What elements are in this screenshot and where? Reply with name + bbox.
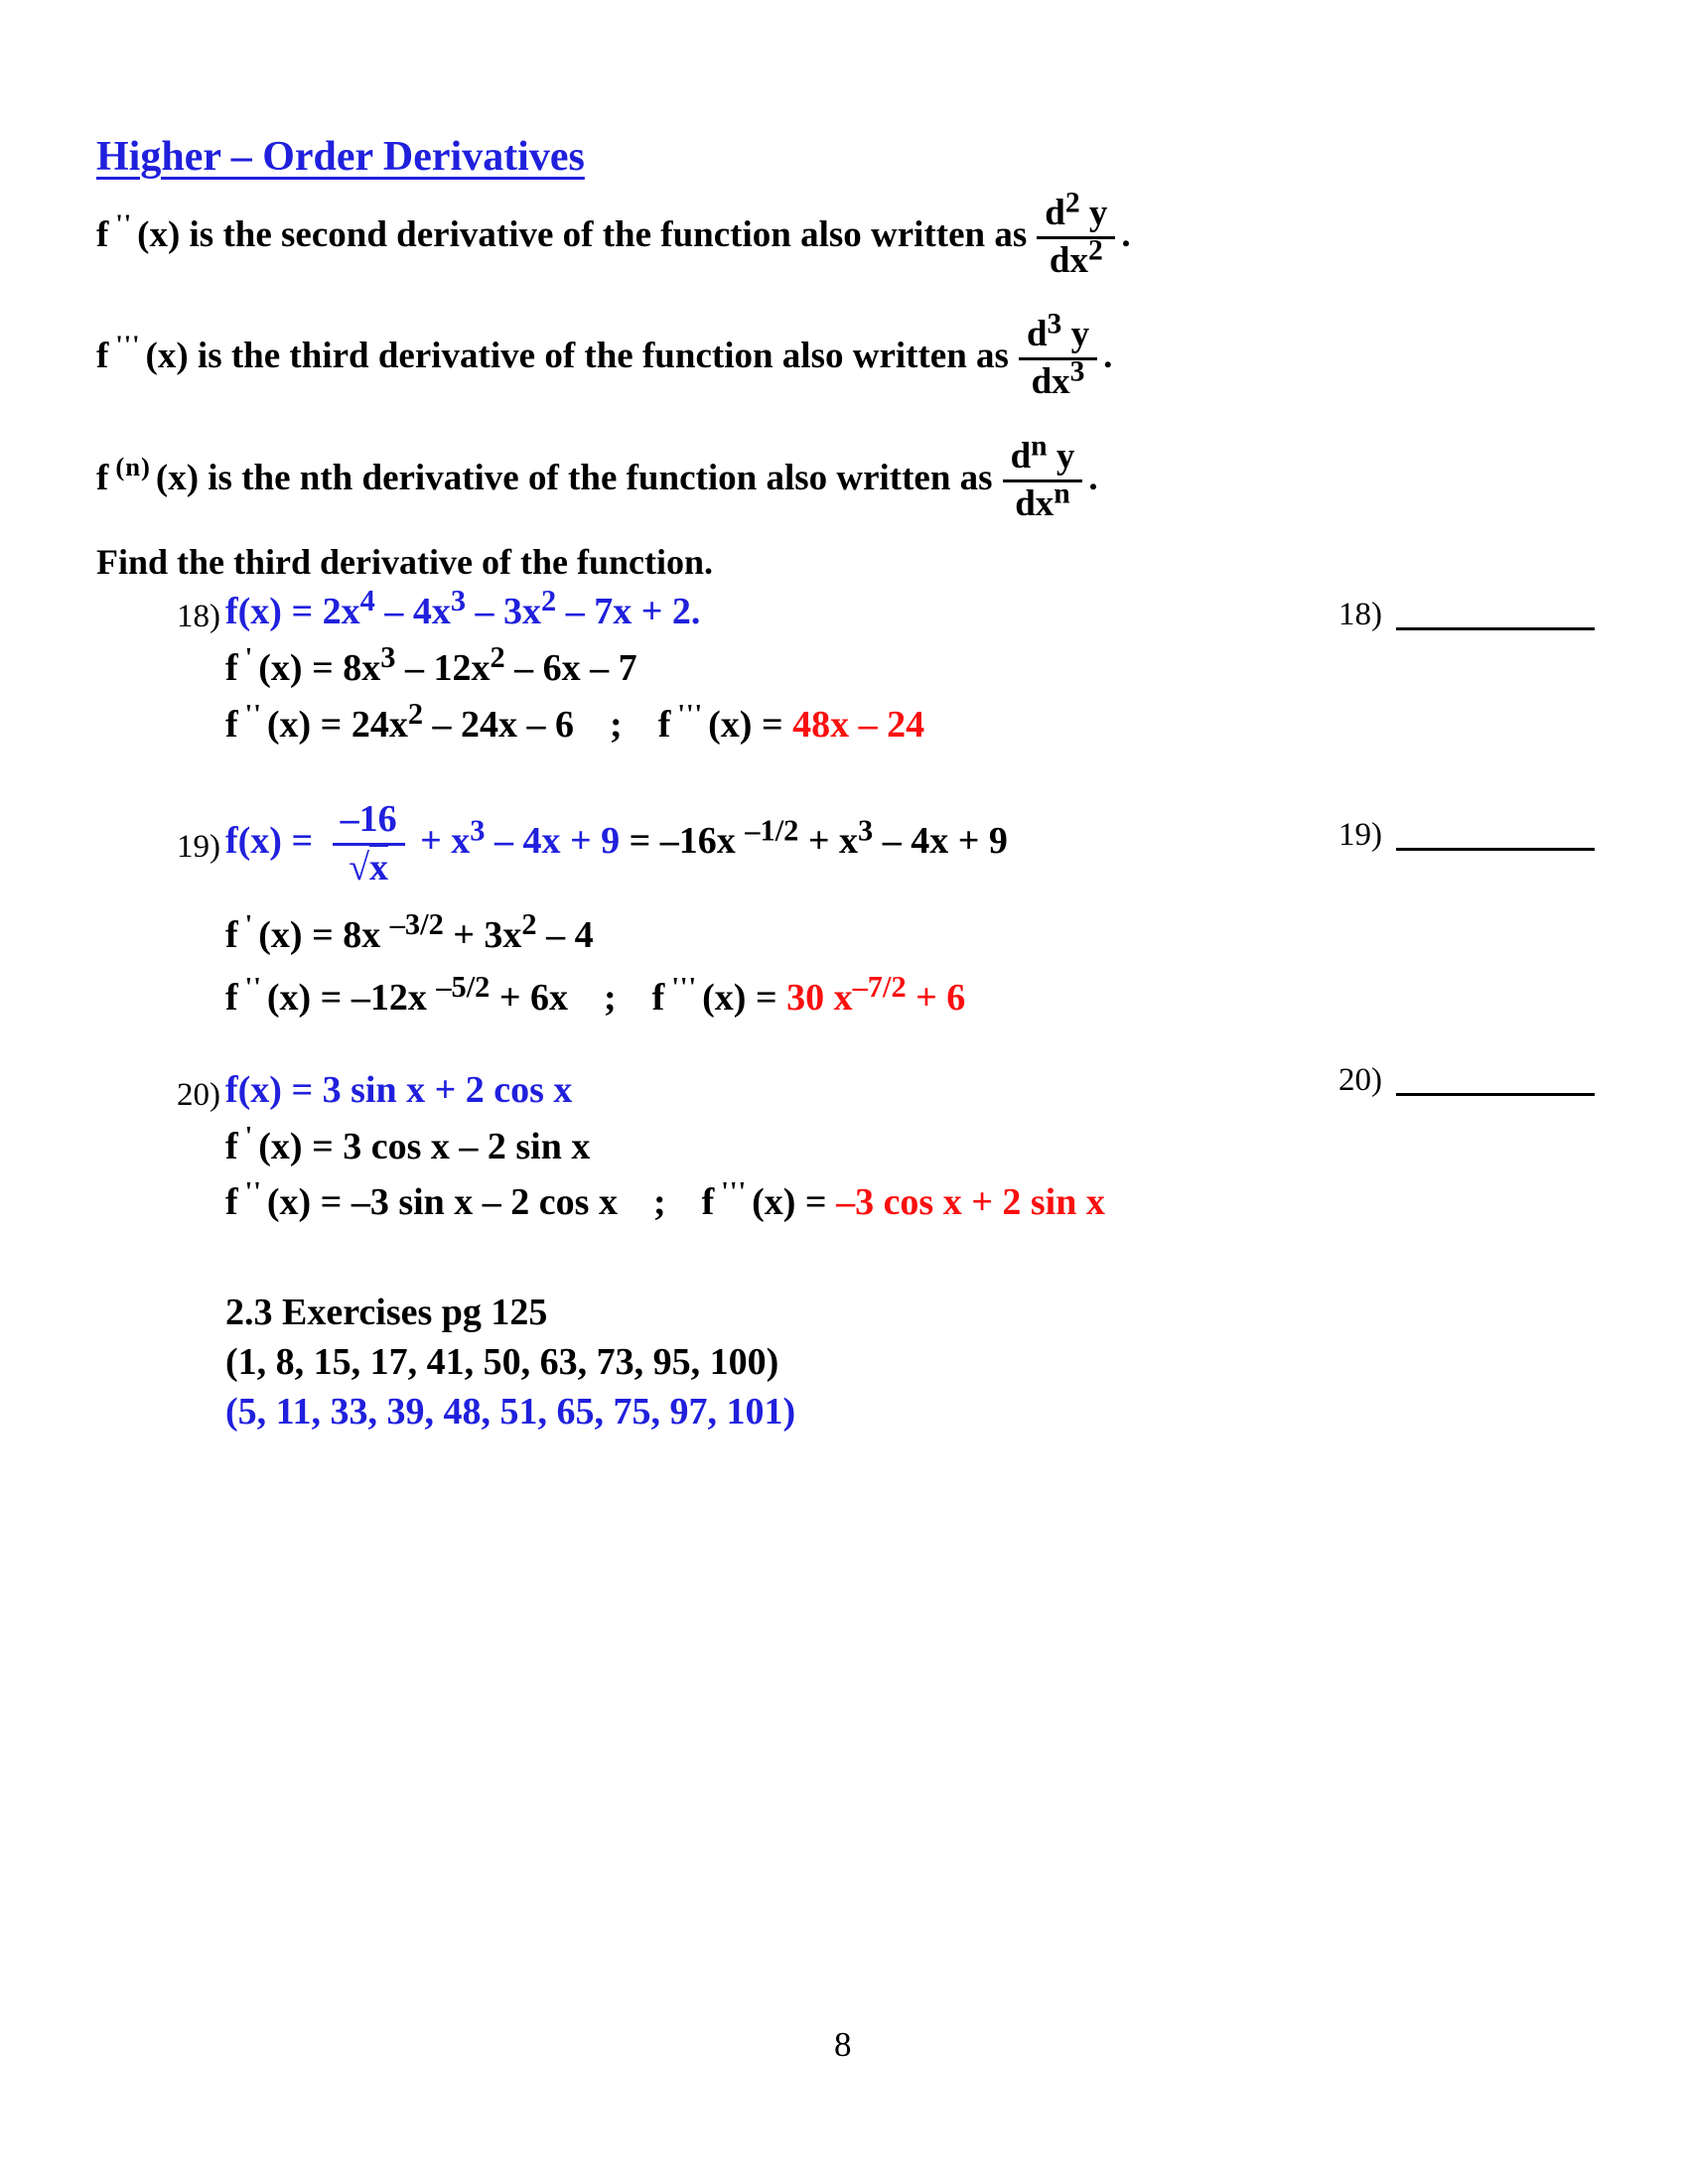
problem-19-first-derivative xyxy=(225,907,594,957)
answer-blank-20 xyxy=(1396,1089,1595,1096)
f-symbol: f xyxy=(225,1181,238,1223)
problem-19-second-third-derivative xyxy=(225,970,966,1020)
prime-marks: ''' xyxy=(671,971,698,1002)
exponent: 3 xyxy=(380,640,396,675)
eq-segment: + x xyxy=(798,820,858,863)
answer-label-20: 20) xyxy=(1338,1062,1382,1098)
denominator-exponent: n xyxy=(1054,478,1070,510)
answer-blank-18 xyxy=(1396,623,1595,630)
exponent: 3 xyxy=(470,813,486,848)
radical-icon: √ xyxy=(349,846,370,888)
period: . xyxy=(1121,213,1131,255)
problem-20-number: 20) xyxy=(177,1077,220,1113)
fraction-denominator xyxy=(349,846,388,888)
numerator-value: –16 xyxy=(340,798,397,840)
intro-text: (x) is the third derivative of the function also written as xyxy=(145,335,1009,376)
eq-segment: + 6x xyxy=(490,977,569,1019)
numerator-exponent: 2 xyxy=(1064,187,1080,219)
prime-marks: ' xyxy=(244,908,254,939)
answer-18-value: 48x – 24 xyxy=(792,704,925,746)
fraction-neg16-sqrtx xyxy=(333,800,405,888)
fraction-dny-dxn xyxy=(1003,430,1083,524)
answer-slot-19 xyxy=(1338,817,1595,854)
f-symbol: f xyxy=(96,213,109,255)
answer-19-value-tail: + 6 xyxy=(906,977,966,1019)
f-symbol: f xyxy=(225,704,238,746)
fraction-numerator xyxy=(333,800,405,846)
eq-segment: (x) = 3 cos x – 2 sin x xyxy=(258,1126,591,1167)
eq-segment: + 3x xyxy=(443,914,522,956)
answer-label-18: 18) xyxy=(1338,597,1382,632)
numerator-exponent: n xyxy=(1031,430,1048,463)
fraction-denominator xyxy=(1031,355,1085,402)
problem-20-second-third-derivative xyxy=(225,1175,1105,1224)
eq-segment: (x) = 8x xyxy=(258,647,381,689)
eq-segment: (x) = xyxy=(702,977,787,1019)
problem-19-function xyxy=(225,800,1008,888)
f-symbol: f xyxy=(225,977,238,1019)
problem-18-function xyxy=(225,584,701,633)
eq-segment: (x) = –12x xyxy=(266,977,437,1019)
exponent: 2 xyxy=(521,907,537,942)
denominator-exponent: 3 xyxy=(1069,355,1085,388)
intro-second-derivative xyxy=(96,187,1131,281)
fraction-d2y-dx2 xyxy=(1037,187,1115,281)
f-symbol: f xyxy=(96,457,109,498)
exercises-list-blue: (5, 11, 33, 39, 48, 51, 65, 75, 97, 101) xyxy=(225,1391,796,1433)
problem-20-first-derivative xyxy=(225,1120,591,1168)
eq-segment: – 4x + 9 xyxy=(873,820,1008,863)
f-symbol: f xyxy=(225,647,238,689)
denominator-base: dx xyxy=(1049,239,1088,281)
exponent: –7/2 xyxy=(852,970,907,1005)
exponent: 2 xyxy=(407,697,424,732)
numerator-tail: y xyxy=(1061,314,1090,354)
eq-segment: – 4 xyxy=(536,914,594,956)
prime-marks: ' xyxy=(244,641,254,672)
problem-19-number: 19) xyxy=(177,829,220,865)
f-symbol: f xyxy=(657,704,671,746)
problem-18-first-derivative xyxy=(225,640,637,690)
eq-segment: – 3x xyxy=(466,591,542,632)
intro-text: (x) is the nth derivative of the function also written as xyxy=(155,457,993,498)
prime-marks: '' xyxy=(244,1175,262,1206)
answer-slot-20 xyxy=(1338,1062,1595,1099)
eq-segment: (x) = 8x xyxy=(258,914,390,956)
fraction-numerator xyxy=(1003,430,1083,482)
f-symbol: f xyxy=(225,914,238,956)
n-superscript: (n) xyxy=(115,451,151,481)
find-prompt: Find the third derivative of the function. xyxy=(96,542,713,582)
fraction-numerator xyxy=(1019,308,1097,360)
problem-20-function: f(x) = 3 sin x + 2 cos x xyxy=(225,1069,573,1111)
numerator-base: d xyxy=(1045,193,1065,233)
exponent: 2 xyxy=(541,584,557,618)
eq-segment: (x) = xyxy=(708,704,793,746)
exercises-list-black: (1, 8, 15, 17, 41, 50, 63, 73, 95, 100) xyxy=(225,1341,779,1383)
radicand: x xyxy=(369,846,389,888)
intro-third-derivative xyxy=(96,308,1113,402)
numerator-exponent: 3 xyxy=(1047,308,1062,341)
eq-segment: – 24x – 6 xyxy=(423,704,575,746)
fraction-denominator xyxy=(1049,234,1103,281)
numerator-tail: y xyxy=(1079,193,1108,233)
prime-marks: ''' xyxy=(677,698,704,729)
exponent: 4 xyxy=(359,584,375,618)
fraction-d3y-dx3 xyxy=(1019,308,1097,402)
problem-18-number: 18) xyxy=(177,599,220,634)
denominator-base: dx xyxy=(1015,482,1055,524)
exponent: –5/2 xyxy=(436,970,491,1005)
separator-semicolon: ; xyxy=(652,1181,666,1223)
exponent: 3 xyxy=(450,584,467,618)
exponent: 3 xyxy=(857,813,874,848)
eq-segment: – 12x xyxy=(395,647,491,689)
answer-blank-19 xyxy=(1396,844,1595,851)
page-number: 8 xyxy=(834,2025,852,2064)
eq-segment: – 4x xyxy=(374,591,451,632)
eq-segment: = –16x xyxy=(620,820,746,863)
numerator-tail: y xyxy=(1047,436,1075,477)
prime-marks: ''' xyxy=(721,1175,748,1206)
eq-segment: (x) = –3 sin x – 2 cos x xyxy=(266,1181,618,1223)
answer-slot-18 xyxy=(1338,597,1595,633)
f-symbol: f xyxy=(225,1126,238,1167)
eq-segment: f(x) = 2x xyxy=(225,591,360,632)
separator-semicolon: ; xyxy=(604,977,617,1019)
eq-segment: (x) = xyxy=(752,1181,837,1223)
f-symbol: f xyxy=(96,335,109,376)
exercises-heading: 2.3 Exercises pg 125 xyxy=(225,1292,548,1333)
exponent: 2 xyxy=(490,640,505,675)
page-title: Higher – Order Derivatives xyxy=(96,134,585,180)
numerator-base: d xyxy=(1010,436,1032,477)
prime-marks: ' xyxy=(244,1120,254,1151)
answer-label-19: 19) xyxy=(1338,817,1382,853)
eq-segment: (x) = 24x xyxy=(266,704,408,746)
eq-segment: f(x) = xyxy=(225,820,323,863)
separator-semicolon: ; xyxy=(610,704,623,746)
exponent: –1/2 xyxy=(745,813,799,848)
intro-nth-derivative xyxy=(96,430,1098,524)
intro-text: (x) is the second derivative of the function also written as xyxy=(137,213,1028,255)
exponent: –3/2 xyxy=(389,907,444,942)
denominator-exponent: 2 xyxy=(1087,234,1103,267)
problem-18-second-third-derivative xyxy=(225,697,925,747)
answer-19-value: 30 x xyxy=(786,977,853,1019)
eq-segment: – 6x – 7 xyxy=(504,647,637,689)
prime-marks: '' xyxy=(115,207,133,238)
period: . xyxy=(1088,457,1098,498)
eq-segment: – 7x + 2. xyxy=(556,591,701,632)
f-symbol: f xyxy=(701,1181,715,1223)
prime-marks: '' xyxy=(244,971,262,1002)
numerator-base: d xyxy=(1026,314,1048,354)
eq-segment: – 4x + 9 xyxy=(485,820,621,863)
denominator-base: dx xyxy=(1031,360,1070,402)
prime-marks: ''' xyxy=(115,329,141,359)
f-symbol: f xyxy=(651,977,665,1019)
eq-segment: + x xyxy=(410,820,471,863)
fraction-denominator xyxy=(1015,478,1070,524)
fraction-numerator xyxy=(1037,187,1115,239)
period: . xyxy=(1103,335,1113,376)
answer-20-value: –3 cos x + 2 sin x xyxy=(836,1181,1105,1223)
prime-marks: '' xyxy=(244,698,262,729)
